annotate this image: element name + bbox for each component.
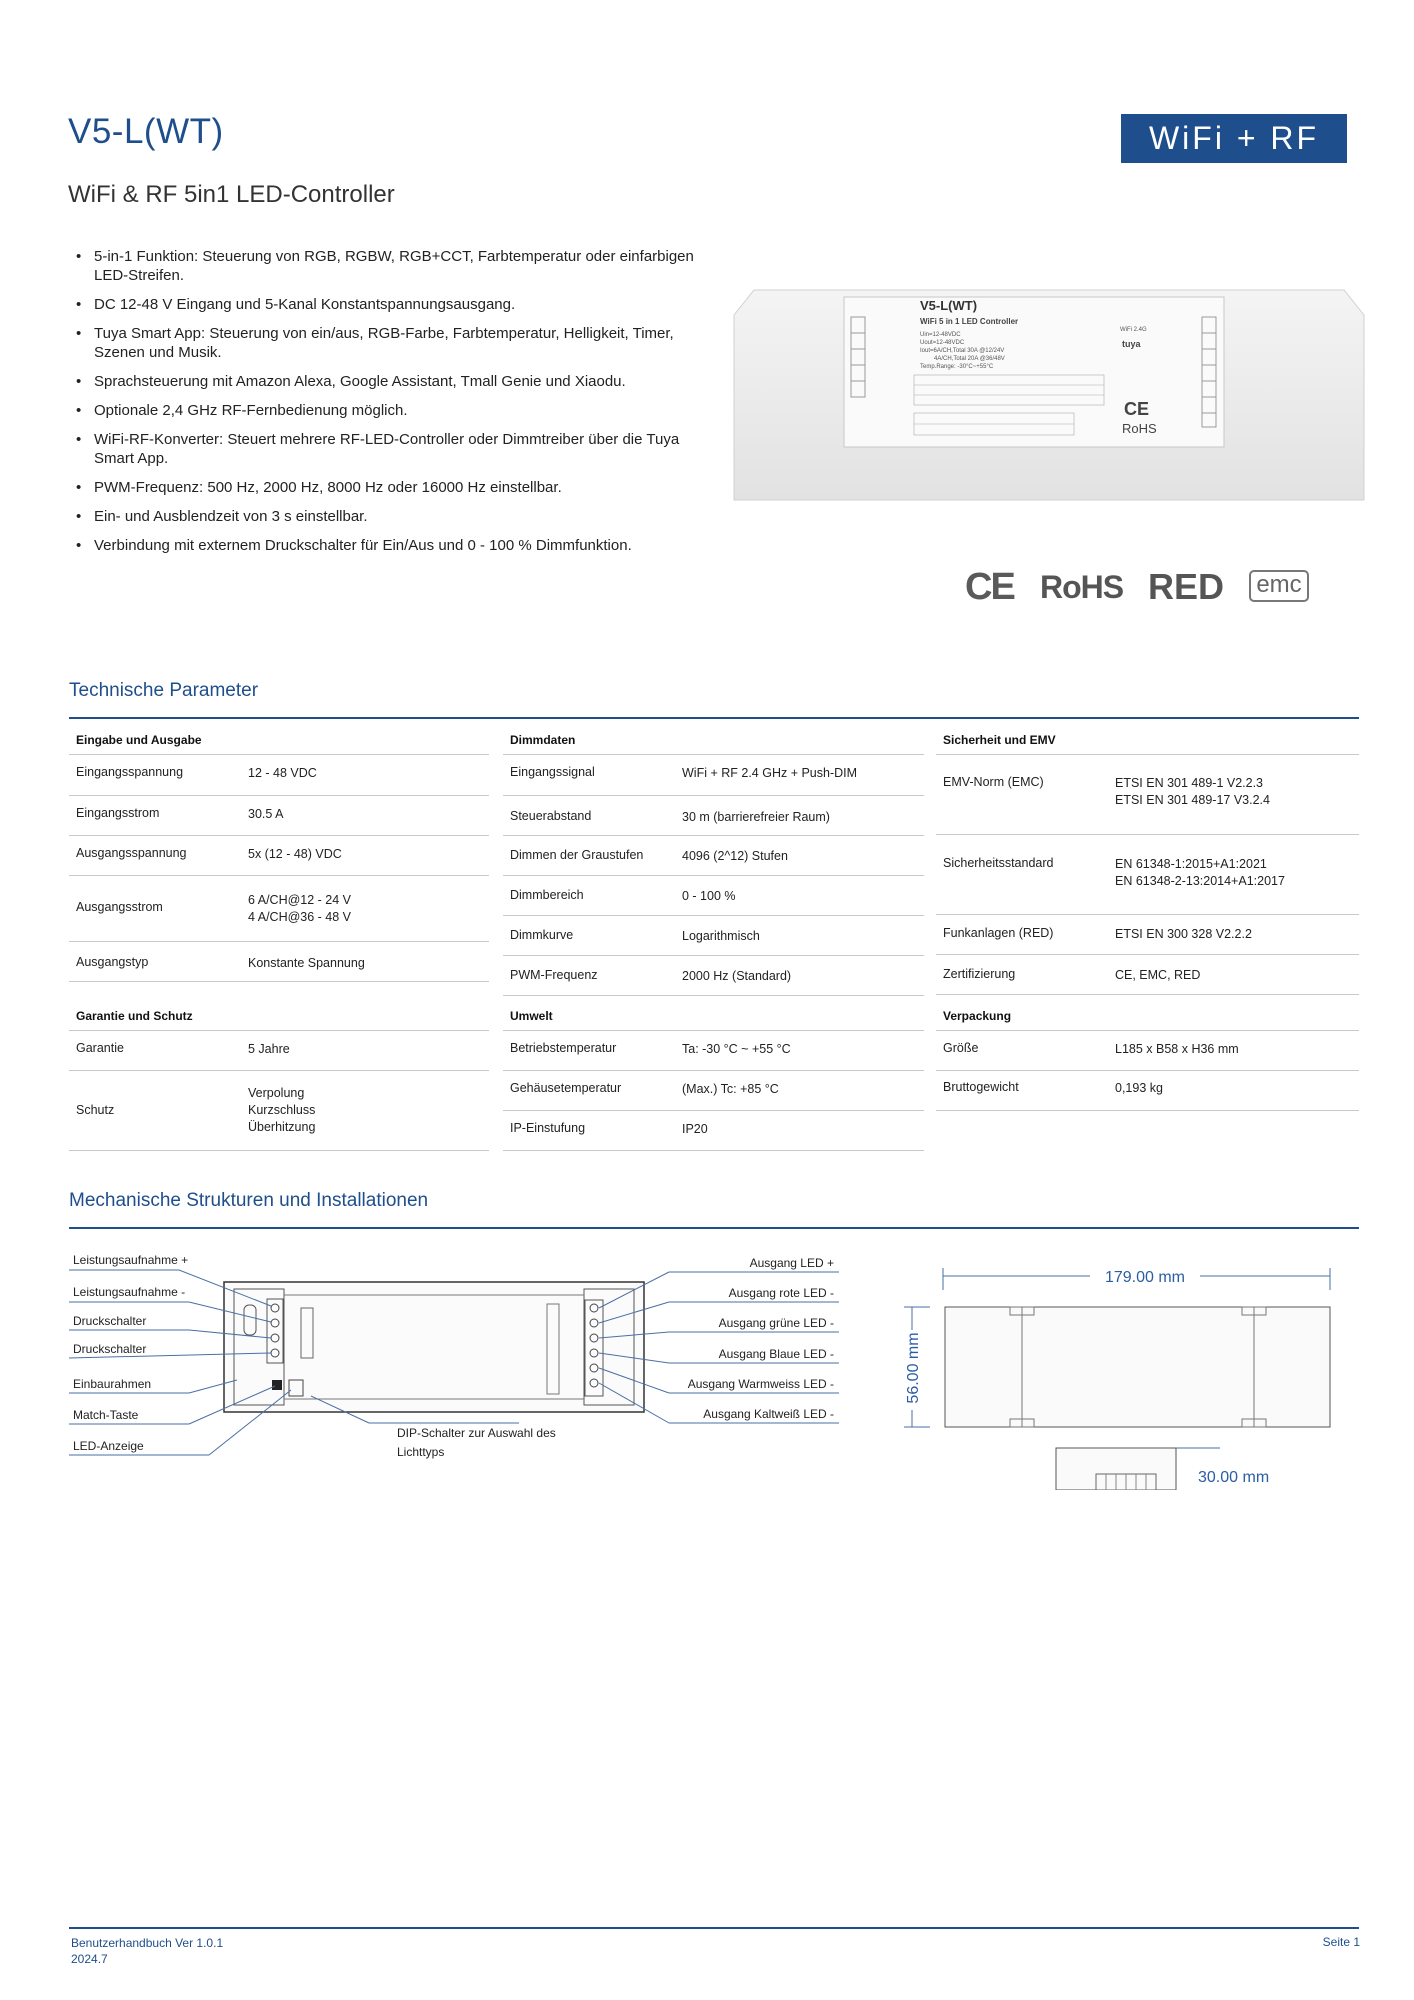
table-io xyxy=(69,727,489,982)
param-key: Dimmbereich xyxy=(510,888,584,902)
label-led-indicator: LED-Anzeige xyxy=(73,1439,144,1453)
section-divider xyxy=(69,1227,1359,1229)
label-push-switch: Druckschalter xyxy=(73,1314,147,1328)
label-out-led-plus: Ausgang LED + xyxy=(749,1256,834,1270)
param-key: Betriebstemperatur xyxy=(510,1041,617,1055)
table-row xyxy=(503,1071,924,1111)
param-key: Eingangsspannung xyxy=(76,765,184,779)
param-key: Größe xyxy=(943,1041,979,1055)
feature-item: • Verbindung mit externem Druckschalter für Ein/Aus und 0 - 100 % Dimmfunktion. xyxy=(76,536,716,555)
table-header: Garantie und Schutz xyxy=(69,1003,489,1031)
table-row xyxy=(936,835,1359,915)
param-value: WiFi + RF 2.4 GHz + Push-DIM xyxy=(682,766,858,780)
feature-item: • Tuya Smart App: Steuerung von ein/aus, RGB-Farbe, Farbtemperatur, Helligkeit, Timer, Szenen und Musik. xyxy=(76,324,716,362)
param-value: Ta: -30 °C ~ +55 °C xyxy=(682,1042,791,1056)
table-row xyxy=(69,942,489,982)
param-value: Konstante Spannung xyxy=(248,956,365,970)
dimension-height: 30.00 mm xyxy=(1198,1469,1270,1486)
param-value: Logarithmisch xyxy=(682,929,760,943)
param-key: Ausgangsstrom xyxy=(76,900,163,914)
param-key: Ausgangsspannung xyxy=(76,846,187,860)
param-key: Funkanlagen (RED) xyxy=(943,926,1054,940)
param-value: (Max.) Tc: +85 °C xyxy=(682,1082,779,1096)
param-key: EMV-Norm (EMC) xyxy=(943,775,1044,789)
dimension-width: 56.00 mm xyxy=(905,1332,922,1404)
param-key: IP-Einstufung xyxy=(510,1121,586,1135)
label-out-green: Ausgang grüne LED - xyxy=(718,1316,834,1330)
feature-item: • Ein- und Ausblendzeit von 3 s einstellbar. xyxy=(76,507,716,526)
table-header: Umwelt xyxy=(503,1003,924,1031)
param-key: Schutz xyxy=(76,1103,115,1117)
table-header: Dimmdaten xyxy=(503,727,924,755)
param-value: 0 - 100 % xyxy=(682,889,736,903)
param-value: 30 m (barrierefreier Raum) xyxy=(682,810,830,824)
label-out-coldwhite: Ausgang Kaltweiß LED - xyxy=(703,1407,834,1421)
table-row xyxy=(69,1031,489,1071)
feature-list xyxy=(76,247,716,565)
feature-item: • WiFi-RF-Konverter: Steuert mehrere RF-LED-Controller oder Dimmtreiber über die Tuya Smart App. xyxy=(76,430,716,468)
param-value: 5x (12 - 48) VDC xyxy=(248,847,342,861)
table-row xyxy=(936,955,1359,995)
table-row xyxy=(503,836,924,876)
section-title-technical: Technische Parameter xyxy=(69,680,259,701)
table-dimming xyxy=(503,727,924,996)
param-value: Verpolung Kurzschluss Überhitzung xyxy=(248,1086,316,1134)
param-key: Gehäusetemperatur xyxy=(510,1081,622,1095)
label-out-warmwhite: Ausgang Warmweiss LED - xyxy=(687,1377,834,1391)
table-warranty xyxy=(69,1003,489,1151)
param-key: Dimmkurve xyxy=(510,928,574,942)
label-power-plus: Leistungsaufnahme + xyxy=(73,1253,189,1267)
dimension-drawing xyxy=(890,1250,1360,1490)
page-subtitle: WiFi & RF 5in1 LED-Controller xyxy=(68,181,395,208)
cert-logos xyxy=(965,566,1315,612)
feature-item: • PWM-Frequenz: 500 Hz, 2000 Hz, 8000 Hz oder 16000 Hz einstellbar. xyxy=(76,478,716,497)
param-value: 12 - 48 VDC xyxy=(248,766,317,780)
manual-date: 2024.7 xyxy=(71,1952,108,1966)
param-key: Eingangssignal xyxy=(510,765,595,779)
label-push-switch: Druckschalter xyxy=(73,1342,147,1356)
label-match-button: Match-Taste xyxy=(73,1408,139,1422)
param-key: Sicherheitsstandard xyxy=(943,856,1054,870)
table-header: Verpackung xyxy=(936,1003,1359,1031)
param-value: ETSI EN 301 489-1 V2.2.3 ETSI EN 301 489-17 V3.2.4 xyxy=(1115,776,1270,807)
table-row xyxy=(69,1071,489,1151)
param-value: 5 Jahre xyxy=(248,1042,290,1056)
table-row xyxy=(503,916,924,956)
param-value: 6 A/CH@12 - 24 V 4 A/CH@36 - 48 V xyxy=(248,893,352,924)
product-label-spec: Iout=6A/CH,Total 30A @12/24V xyxy=(920,348,1005,354)
table-header: Sicherheit und EMV xyxy=(936,727,1359,755)
table-row xyxy=(503,796,924,836)
ce-logo: CE xyxy=(965,566,1014,608)
product-label-spec: 4A/CH,Total 20A @36/48V xyxy=(934,356,1005,362)
product-label-wifi: WiFi 2.4G xyxy=(1120,327,1147,333)
param-key: Bruttogewicht xyxy=(943,1080,1019,1094)
feature-item: • 5-in-1 Funktion: Steuerung von RGB, RGBW, RGB+CCT, Farbtemperatur oder einfarbigen LED-Streifen. xyxy=(76,247,716,285)
param-key: Steuerabstand xyxy=(510,809,592,823)
param-value: 0,193 kg xyxy=(1115,1081,1163,1095)
param-value: ETSI EN 300 328 V2.2.2 xyxy=(1115,927,1252,941)
table-row xyxy=(936,1031,1359,1071)
param-value: CE, EMC, RED xyxy=(1115,968,1201,982)
label-out-red: Ausgang rote LED - xyxy=(728,1286,834,1300)
table-row xyxy=(503,956,924,996)
feature-item: • DC 12-48 V Eingang und 5-Kanal Konstantspannungsausgang. xyxy=(76,295,716,314)
label-dip-switch: DIP-Schalter zur Auswahl des xyxy=(397,1426,556,1440)
section-title-mechanical: Mechanische Strukturen und Installationen xyxy=(69,1190,429,1211)
label-out-blue: Ausgang Blaue LED - xyxy=(718,1347,834,1361)
label-power-minus: Leistungsaufnahme - xyxy=(73,1285,186,1299)
rohs-logo: RoHS xyxy=(1040,569,1124,605)
table-row xyxy=(936,755,1359,835)
page-title: V5-L(WT) xyxy=(68,112,224,151)
param-key: PWM-Frequenz xyxy=(510,968,598,982)
product-rohs-mark: RoHS xyxy=(1122,421,1157,436)
table-row xyxy=(936,915,1359,955)
table-packaging xyxy=(936,1003,1359,1111)
product-label-spec: Uout=12-48VDC xyxy=(920,340,965,346)
table-header: Eingabe und Ausgabe xyxy=(69,727,489,755)
section-divider xyxy=(69,717,1359,719)
red-logo: RED xyxy=(1148,566,1225,607)
dimension-length: 179.00 mm xyxy=(1104,1269,1186,1286)
tuya-logo: tuya xyxy=(1122,339,1141,349)
manual-version: Benutzerhandbuch Ver 1.0.1 xyxy=(71,1936,224,1950)
product-label-desc: WiFi 5 in 1 LED Controller xyxy=(920,317,1019,326)
table-row xyxy=(503,1111,924,1151)
table-row xyxy=(69,755,489,796)
product-ce-mark: CE xyxy=(1124,399,1150,419)
product-label-spec: Uin=12-48VDC xyxy=(920,332,961,338)
table-row xyxy=(69,836,489,876)
product-label-spec: Temp.Range: -30°C~+55°C xyxy=(920,364,994,370)
wifi-rf-badge: WiFi + RF xyxy=(1121,114,1347,163)
table-row xyxy=(503,876,924,916)
param-key: Zertifizierung xyxy=(943,967,1016,981)
table-row xyxy=(936,1071,1359,1111)
param-value: 30.5 A xyxy=(248,807,284,821)
param-key: Dimmen der Graustufen xyxy=(510,848,644,862)
footer-version xyxy=(71,1935,223,1967)
param-value: 2000 Hz (Standard) xyxy=(682,969,792,983)
page-number: Seite 1 xyxy=(1322,1935,1360,1949)
param-value: L185 x B58 x H36 mm xyxy=(1115,1042,1239,1056)
table-row xyxy=(503,755,924,796)
label-mounting-frame: Einbaurahmen xyxy=(73,1377,152,1391)
param-value: IP20 xyxy=(682,1122,708,1136)
param-key: Ausgangstyp xyxy=(76,955,149,969)
param-value: EN 61348-1:2015+A1:2021 EN 61348-2-13:2014+A1:2017 xyxy=(1115,857,1285,888)
footer-divider xyxy=(69,1927,1359,1929)
table-environment xyxy=(503,1003,924,1151)
mechanical-diagram xyxy=(69,1240,839,1480)
table-row xyxy=(69,876,489,942)
label-dip-switch-2: Lichttyps xyxy=(397,1445,445,1459)
feature-item: • Sprachsteuerung mit Amazon Alexa, Google Assistant, Tmall Genie und Xiaodu. xyxy=(76,372,716,391)
table-row xyxy=(503,1031,924,1071)
param-value: 4096 (2^12) Stufen xyxy=(682,849,788,863)
table-row xyxy=(69,796,489,836)
param-key: Garantie xyxy=(76,1041,124,1055)
feature-item: • Optionale 2,4 GHz RF-Fernbedienung möglich. xyxy=(76,401,716,420)
param-key: Eingangsstrom xyxy=(76,806,160,820)
table-safety xyxy=(936,727,1359,995)
product-image xyxy=(724,275,1372,515)
emc-logo: emc xyxy=(1249,570,1309,602)
product-label-name: V5-L(WT) xyxy=(920,298,978,313)
